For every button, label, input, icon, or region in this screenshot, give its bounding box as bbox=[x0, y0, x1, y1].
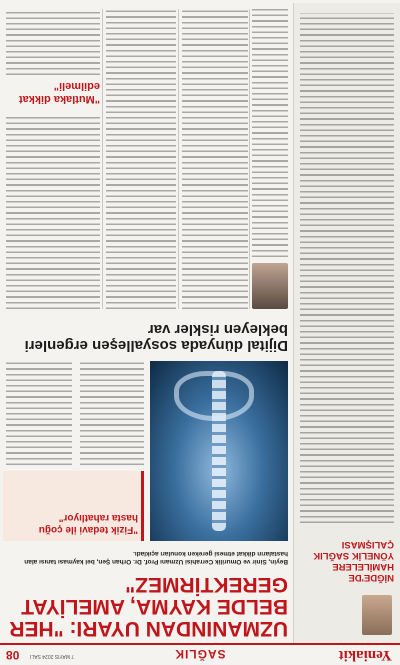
column-rule bbox=[102, 9, 103, 309]
headline-deck: Beyin, Sinir ve Omurilik Cerrahisi Uzmanı Prof. Dr. Orhan Şen, bel kayması tanısı alan hastaların dikkat etmesi gereken konuları açıkladı. bbox=[24, 550, 288, 565]
issue-date: 7 MAYIS 2024 SALI bbox=[30, 653, 75, 659]
newspaper-logo: Yeniakit bbox=[338, 647, 392, 663]
pelvis-shape bbox=[174, 371, 254, 421]
page-number: 08 bbox=[6, 648, 20, 662]
pull-quote: "Fizik tedavi ile çoğu hasta rahatlıyor" bbox=[38, 512, 138, 535]
article-body-column bbox=[252, 9, 288, 257]
article-body-column bbox=[80, 361, 144, 465]
main-headline: UZMANINDAN UYARI: "HER BELDE KAYMA, AMELİYAT GEREKTİRMEZ" bbox=[9, 573, 288, 640]
spine-xray-image bbox=[150, 361, 288, 541]
section-label: SAĞLIK bbox=[174, 647, 226, 661]
column-rule bbox=[178, 9, 179, 309]
page-header bbox=[0, 643, 400, 665]
article-body-column bbox=[182, 9, 248, 309]
sidebar-column bbox=[293, 3, 400, 643]
sidebar-photo bbox=[362, 595, 392, 635]
sidebar-headline: NİĞDE'DE HAMİLELERE YÖNELİK SAĞLIK ÇALIŞMASI bbox=[313, 539, 394, 583]
author-portrait bbox=[252, 263, 288, 309]
column-rule bbox=[249, 9, 250, 309]
sidebar-body-text bbox=[300, 13, 394, 523]
article-body-column bbox=[6, 361, 72, 465]
article-body-column bbox=[6, 113, 100, 309]
second-article-headline: Dijital dünyada sosyalleşen ergenleri bekleyen riskler var bbox=[24, 321, 288, 354]
article-body-column bbox=[106, 9, 176, 309]
inline-subheading: "Mutlaka dikkat edilmeli" bbox=[18, 80, 100, 105]
article-body-column bbox=[6, 9, 100, 75]
